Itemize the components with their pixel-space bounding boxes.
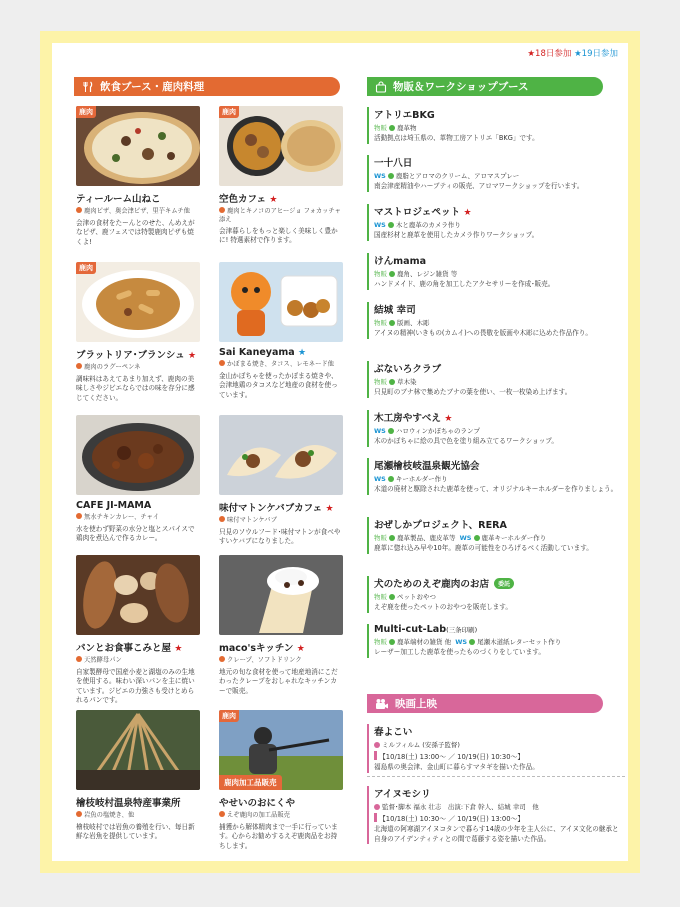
star-day18: ★ [269, 195, 278, 205]
shop-description: えぞ鹿を使ったペットのおやつを販売します。 [374, 603, 512, 611]
food-photo-crepe [219, 555, 343, 635]
shop-name: 一十八日 [374, 158, 413, 169]
movie-title: アイヌモシリ [374, 789, 431, 800]
shop-section-header [367, 77, 603, 96]
shop-category: WS 木と鹿革のカメラ作り [374, 221, 461, 229]
shopping-bag-icon [375, 81, 387, 93]
food-menu: 鹿肉とキノコのアヒージョ フォカッチャ添え [219, 207, 341, 223]
shop-description: ハンドメイド、鹿の角を加工したアクセサリーを作成･販売。 [374, 280, 555, 288]
shop-name: 尾瀬檜枝岐温泉観光協会 [374, 461, 480, 472]
legend-day19: ★19日参加 [574, 49, 618, 59]
shop-name: けんmama [374, 256, 427, 267]
food-photo-pizza [76, 106, 200, 186]
poster-frame [40, 31, 640, 873]
shop-name: 犬のためのえぞ鹿肉のお店 委託 [374, 576, 625, 590]
shop-description: 活動拠点は埼玉県の、革物工房アトリエ「BKG」です。 [374, 134, 539, 142]
shop-category: WS キーホルダー作り [374, 475, 448, 483]
shop-name: おぜしかプロジェクト、RERA [374, 520, 507, 531]
food-description: 会津の食材をたーんとのせた、んめえがなピザ、鹿フェスでは特製鹿肉ピザも焼くよ! [76, 218, 195, 246]
star-day19: ★ [298, 348, 307, 358]
shop-category: 物販 鹿革端材の雑貨 他 WS 尾瀬木道紙レターセット作り [374, 638, 562, 646]
shop-name: マストロジェペット ★ [374, 207, 472, 218]
food-menu: 鹿肉ピザ、奥会津ピザ、里芋キムチ他 [76, 207, 200, 216]
shop-item [367, 361, 625, 398]
food-item [219, 710, 343, 851]
shop-category: 物販 ペットおやつ [374, 593, 436, 601]
shop-item [367, 576, 625, 613]
food-vendor-name: ティールーム山ねこ [76, 194, 161, 205]
fork-knife-icon [82, 81, 94, 93]
shop-description: レーザー加工した鹿革を使ったものづくりをしています。 [374, 648, 545, 656]
meat-tag: 鹿肉 [76, 262, 96, 274]
shop-description: 南会津産精油やハーブティの販売、アロマワークショップを行います。 [374, 182, 584, 190]
legend-day18: ★18日参加 [527, 49, 572, 59]
shop-category: 物販 鹿角、レジン雑貨 等 [374, 270, 458, 278]
movie-section-title: 映画上映 [395, 698, 437, 710]
shop-name: 結城 幸司 [374, 305, 416, 316]
food-vendor-name: 空色カフェ ★ [219, 194, 278, 205]
shop-name: アトリエBKG [374, 110, 435, 121]
food-item [76, 555, 200, 706]
movie-credit: 監督･脚本 福永 壮志 出演:下倉 幹人、結城 幸司 他 [374, 802, 625, 811]
food-menu: 無水チキンカレー、チャイ [76, 513, 200, 522]
food-photo-kabomaru [219, 262, 343, 342]
shop-section-title: 物販＆ワークショップブース [393, 81, 529, 93]
food-photo-kebab [219, 415, 343, 495]
food-item [219, 415, 343, 547]
movie-section-header [367, 694, 603, 713]
food-photo-ajillo [219, 106, 343, 186]
processed-meat-tag: 鹿肉加工品販売 [219, 775, 282, 790]
food-vendor-name: パンとお食事こみと屋 ★ [76, 643, 183, 654]
food-description: 檜枝岐村では岩魚の養殖を行い、毎日新鮮な岩魚を提供しています。 [76, 822, 195, 841]
food-vendor-name: 檜枝岐村温泉特産事業所 [76, 798, 181, 809]
food-menu: 天然酵母パン [76, 656, 200, 665]
food-vendor-name: ブラットリア･ブランシュ ★ [76, 350, 197, 361]
food-vendor-name: Sai Kaneyama ★ [219, 347, 307, 358]
shop-item [367, 155, 625, 192]
food-photo-hunter [219, 710, 343, 790]
movie-credit: ミルフィルム (安孫子監督) [374, 740, 625, 749]
shop-name: ぶないろクラブ [374, 364, 442, 375]
food-description: 地元の旬な食材を使って地産地消にこだわったクレープをおしゃれなキッチンカーで販売。 [219, 667, 338, 695]
film-camera-icon [375, 698, 389, 710]
food-photo-curry [76, 415, 200, 495]
star-day18: ★ [187, 351, 197, 361]
food-menu: かぼまる焼き、タコス、レモネード他 [219, 360, 343, 369]
shop-category: 物販 鹿革製品、鹿皮革等 WS 鹿革キーホルダー作り [374, 534, 547, 542]
food-description: 水を使わず野菜の水分と塩とスパイスで鶏肉を煮込んで作るカレー。 [76, 524, 195, 543]
movie-description: 福島県の奥会津、金山町に暮らすマタギを描いた作品。 [374, 763, 539, 771]
star-day18: ★ [174, 644, 183, 654]
food-vendor-name: CAFE JI-MAMA [76, 500, 152, 511]
meat-tag: 鹿肉 [219, 710, 239, 722]
shop-description: 木道の廃材と駆除された鹿革を使って、オリジナルキーホルダーを作りましょう。 [374, 485, 618, 493]
shop-item [367, 204, 625, 241]
food-photo-grilled-fish [76, 710, 200, 790]
food-description: 捕獲から解体精肉まで一手に行っています。心からお勧めするえぞ鹿肉品をお持ちします。 [219, 822, 338, 850]
shop-category: WS 鹿脂とアロマのクリーム、アロマスプレー [374, 172, 520, 180]
meat-tag: 鹿肉 [219, 106, 239, 118]
food-description: 金山かぼちゃを使ったかぼまる焼きや、会津地鶏のタコスなど地産の食材を使っています。 [219, 371, 338, 399]
food-photo-penne [76, 262, 200, 342]
food-item [219, 106, 343, 246]
food-menu: 鹿肉のラグーペンネ [76, 363, 200, 372]
shop-description: アイヌの精神(いきもの(カムイ)への畏敬を版画や木彫に込めた作品作り。 [374, 329, 592, 337]
food-menu: えぞ鹿肉の加工品販売 [219, 811, 343, 820]
movie-title: 春よこい [374, 727, 413, 738]
food-vendor-name: maco'sキッチン ★ [219, 643, 305, 654]
poster-page [52, 43, 628, 861]
shop-item [367, 410, 625, 447]
consignment-badge: 委託 [494, 578, 514, 589]
shop-category: 物販 草木染 [374, 378, 417, 386]
divider [367, 776, 625, 777]
shop-description: 只見町のブナ林で集めたブナの葉を使い、一枚一枚染め上げます。 [374, 388, 572, 396]
movie-showtimes: 【10/18(土) 13:00～ ／ 10/19(日) 10:30～】 [374, 751, 625, 761]
star-day18: ★ [325, 504, 334, 514]
food-description: 自家製酵母で国産小麦と湖塩のみの生地を使用する。味わい深いパンを主に焼いています。ジビエの力強さも受けとめられるパンです。 [76, 667, 195, 705]
food-menu: クレープ、ソフトドリンク [219, 656, 343, 665]
food-section-title: 飲食ブース・鹿肉料理 [100, 81, 205, 93]
shop-category: 物販 鹿革物 [374, 124, 417, 132]
shop-description: 木のかぼちゃに絵の具で色を塗り組み立てるワークショップ。 [374, 437, 558, 445]
shop-item [367, 624, 625, 658]
food-item [76, 106, 200, 247]
star-day18: ★ [296, 644, 305, 654]
star-day18: ★ [463, 208, 472, 218]
shop-item [367, 517, 625, 554]
food-section-header [74, 77, 340, 96]
food-item [219, 555, 343, 696]
shop-description: 鹿革に惚れ込み早や10年。鹿革の可能性をひろげるべく活動しています。 [374, 544, 593, 552]
shop-category: 物販 版画、木彫 [374, 319, 430, 327]
food-item [76, 262, 200, 403]
food-photo-bread [76, 555, 200, 635]
shop-item [367, 253, 625, 290]
movie-description: 北海道の阿寒湖アイヌコタンで暮らす14歳の少年を主人公に、アイヌ文化の継承と自身のアイデンティティとの間で葛藤する姿を描いた作品。 [374, 825, 619, 843]
movie-item [367, 786, 625, 844]
food-vendor-name: やせいのおにくや [219, 798, 296, 809]
food-item [76, 415, 200, 544]
shop-name: Multi-cut-Lab(三条印刷) [374, 624, 478, 635]
food-menu: 味付マトンケバブ [219, 516, 343, 525]
food-description: 会津暮らしをもっと楽しく美味しく豊かに! 特選素材で作ります。 [219, 226, 338, 245]
food-menu: 岩魚の塩焼き、他 [76, 811, 200, 820]
food-item [219, 262, 343, 400]
food-description: 調味料はあえてあまり加えず、鹿肉の美味しさやジビエならではの味を存分に感じてください。 [76, 374, 195, 402]
shop-item [367, 302, 625, 339]
movie-item [367, 724, 625, 773]
movie-showtimes: 【10/18(土) 10:30～ ／ 10/19(日) 13:00～】 [374, 813, 625, 823]
shop-item [367, 107, 625, 144]
shop-description: 国産杉材と鹿革を使用したカメラ作りワークショップ。 [374, 231, 539, 239]
food-description: 只見のソウルフード･味付マトンが食べやすいケバブになりました。 [219, 527, 341, 546]
shop-name: 木工房やすべえ ★ [374, 413, 453, 424]
food-item [76, 710, 200, 842]
star-day18: ★ [444, 414, 453, 424]
participation-legend [527, 47, 618, 59]
shop-category: WS ハロウィンかぼちゃのランプ [374, 427, 480, 435]
meat-tag: 鹿肉 [76, 106, 96, 118]
shop-item [367, 458, 625, 495]
food-vendor-name: 味付マトンケバブカフェ ★ [219, 503, 334, 514]
